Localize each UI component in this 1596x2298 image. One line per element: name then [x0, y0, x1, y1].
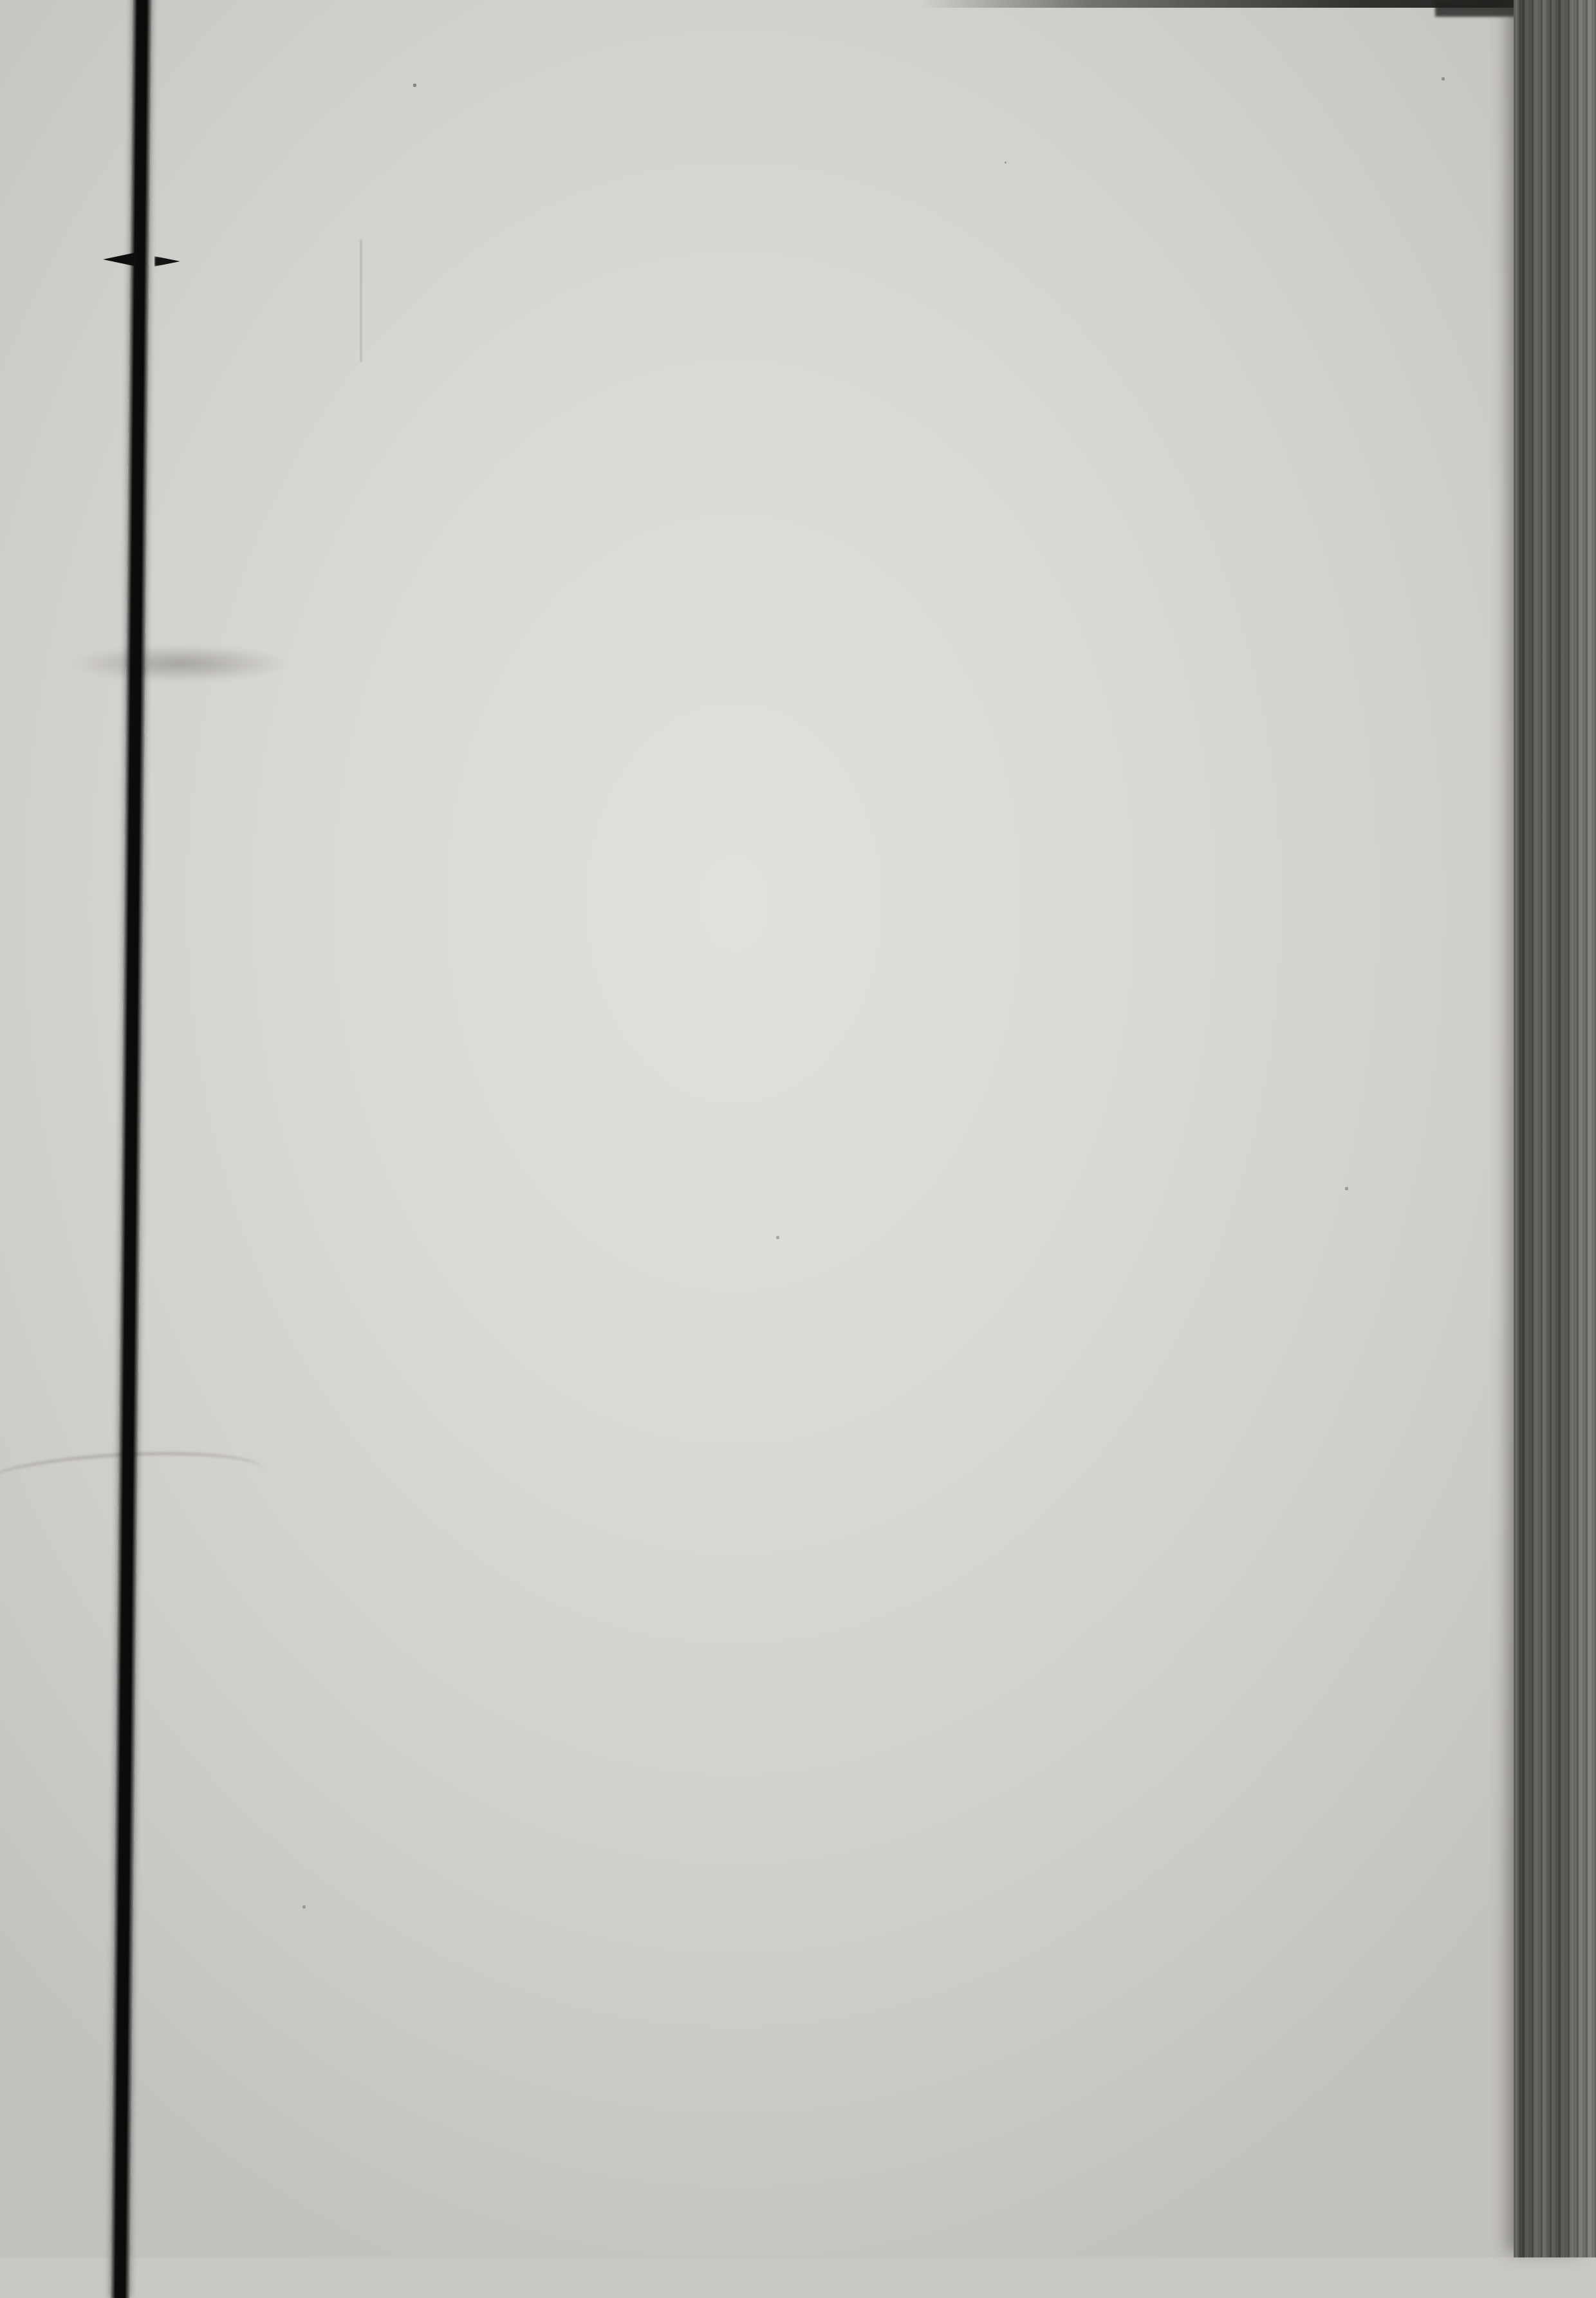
book-edge-strip: [1514, 0, 1596, 2257]
dust-specks: [0, 0, 1, 1]
smudge-mark: [71, 645, 290, 682]
scratch-mark: [360, 239, 362, 362]
